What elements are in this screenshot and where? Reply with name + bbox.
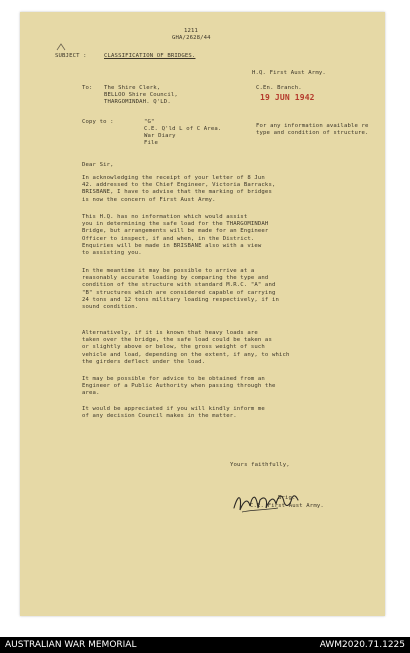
file-reference-top: 1211: [184, 28, 199, 34]
footer-institution: AUSTRALIAN WAR MEMORIAL: [5, 640, 137, 650]
body-paragraph: In the meantime it may be possible to arrive at a reasonably accurate loading by comparing the type and condition of the structure with standard M.R.C. "A" and "B" structures which are considered capable of carrying 24 tons and 12 tons military loading respectively, if in sound condition.: [82, 268, 279, 311]
signatory-rank: Brig.: [278, 495, 296, 501]
body-paragraph: It may be possible for advice to be obtained from an Engineer of a Public Authority when passing through the area.: [82, 376, 276, 397]
branch: C.En. Branch.: [256, 85, 302, 91]
document-page: [20, 12, 385, 616]
addressee-line: BELLOO Shire Council,: [104, 92, 178, 98]
footer-bar: [0, 637, 410, 653]
body-paragraph: In acknowledging the receipt of your letter of 8 Jun 42. addressed to the Chief Engineer, Victoria Barracks, BRISBANE, I have to advise that the marking of bridges is now the concern of First Aust Army.: [82, 175, 276, 203]
addressee-line: THARGOMINDAH. Q'LD.: [104, 99, 171, 105]
to-label: To:: [82, 85, 93, 91]
copy-to-label: Copy to :: [82, 119, 114, 125]
body-paragraph: This H.Q. has no information which would assist you in determining the safe load for the THARGOMINDAH Bridge, but arrangements will be made for an Engineer Officer to inspect, if and when, in the District. Enquiries will be made in BRISBANE also with a view to assisting you.: [82, 214, 269, 257]
closing: Yours faithfully,: [230, 462, 290, 468]
footer-accession-number: AWM2020.71.1225: [319, 640, 405, 650]
file-reference: GHA/2628/44: [172, 35, 211, 41]
copy-recipient: "G": [144, 119, 155, 125]
subject-text: CLASSIFICATION OF BRIDGES.: [104, 53, 196, 59]
subject-label: SUBJECT :: [55, 53, 87, 59]
copy-note: For any information available re type and condition of structure.: [256, 123, 369, 137]
date-stamp: 19 JUN 1942: [260, 93, 315, 102]
body-paragraph: It would be appreciated if you will kindly inform me of any decision Council makes in the matter.: [82, 406, 265, 420]
copy-recipient: C.E. Q'ld L of C Area.: [144, 126, 222, 132]
addressee-line: The Shire Clerk,: [104, 85, 161, 91]
salutation: Dear Sir,: [82, 162, 114, 168]
signatory-title: C.E. First Aust Army.: [250, 503, 324, 509]
sender-hq: H.Q. First Aust Army.: [252, 70, 326, 76]
signature-image: [230, 486, 310, 516]
copy-recipient: File: [144, 140, 159, 146]
copy-recipient: War Diary: [144, 133, 176, 139]
body-paragraph: Alternatively, if it is known that heavy loads are taken over the bridge, the safe load could be taken as or slightly above or below, the gross weight of such vehicle and load, depending on the extent, if any, to which the girders deflect under the load.: [82, 330, 290, 365]
staple-mark: [56, 42, 66, 52]
